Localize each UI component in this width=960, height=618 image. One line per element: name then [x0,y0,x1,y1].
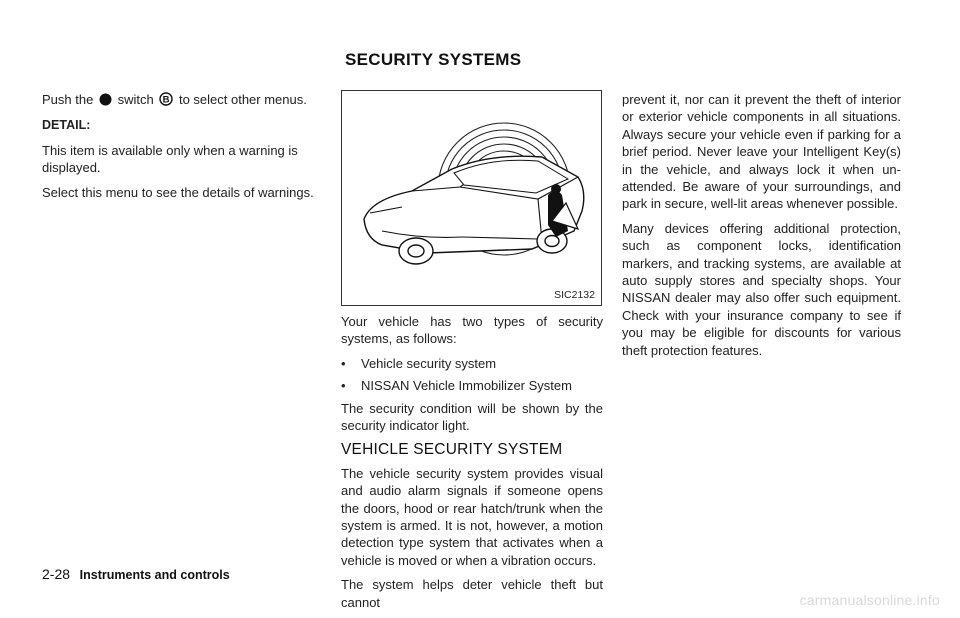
list-item [341,377,603,394]
chapter-title: Instruments and controls [79,568,230,582]
watermark: carmanualsonline.info [799,592,940,608]
middle-column [341,313,603,618]
page-footer [42,566,230,582]
right-column [622,91,901,366]
push-middle: switch [117,92,154,107]
condition-paragraph: The security condition will be shown by the security indicator light. [341,400,603,434]
svg-text:B: B [162,94,170,106]
right-paragraph-2: Many devices offering additional protection, such as component locks, identification markers, and tracking systems, are available at auto supply stores and specialty shops. Your NISSAN dealer may also offer such equipment. Check with your insurance company to see if you may be eligible for discounts for various theft protection features. [622,220,901,358]
bullet-icon: • [341,355,346,371]
left-column [42,91,322,208]
security-figure [341,90,602,306]
push-prefix: Push the [42,92,94,107]
push-suffix: to select other menus. [178,92,307,107]
section-title: SECURITY SYSTEMS [345,50,522,69]
page-number: 2-28 [42,566,71,582]
detail-paragraph-1: This item is available only when a warning is displayed. [42,142,298,176]
vss-heading: VEHICLE SECURITY SYSTEM [341,441,563,459]
bullet-icon: • [341,378,346,394]
car-alarm-illustration [342,91,601,291]
detail-paragraph-2: Select this menu to see the details of warnings. [42,184,314,200]
intro-paragraph: Your vehicle has two types of security systems, as follows: [341,314,603,347]
list-item-text: Vehicle security system [361,355,497,371]
list-item-text: NISSAN Vehicle Immobilizer System [361,378,572,394]
detail-heading: DETAIL: [42,118,91,133]
right-paragraph-1: prevent it, nor can it prevent the theft of interior or exterior vehicle components in all situations. Always secure your vehicle even if parking for a brief period. Never leave your Intelligent Key(s) in the vehicle, and always lock it when un-attended. Be aware of your surroundings, and park in secure, well-lit areas whenever possible. [622,92,901,212]
push-instruction [42,91,322,110]
filled-circle-icon [99,93,112,110]
vss-paragraph-1: The vehicle security system provides visual and audio alarm signals if someone opens the doors, hood or rear hatch/trunk when the system is armed. It is not, however, a motion detection type system that activates when a vehicle is moved or when a vibration occurs. [341,465,603,568]
circled-letter-icon [159,92,173,110]
vss-paragraph-2: The system helps deter vehicle theft but cannot [341,577,603,610]
list-item [341,355,603,372]
figure-label: SIC2132 [554,289,595,301]
